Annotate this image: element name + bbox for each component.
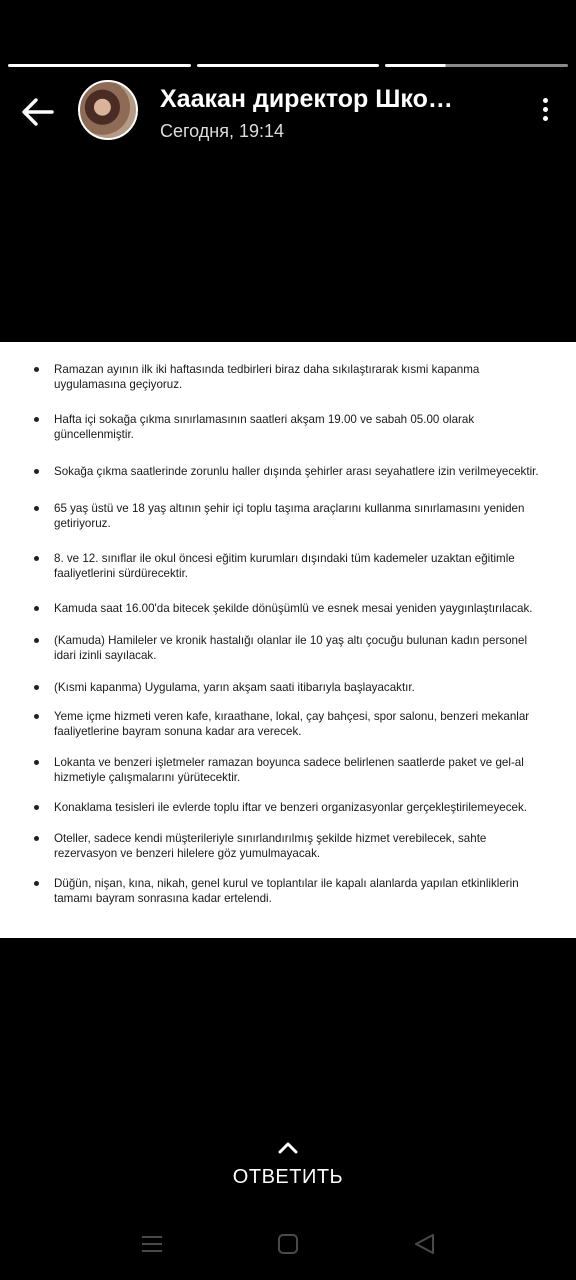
home-square-icon xyxy=(274,1232,302,1256)
bullet-icon xyxy=(34,417,39,422)
bullet-icon xyxy=(34,805,39,810)
document-item-text: Hafta içi sokağa çıkma sınırlamasının saatleri akşam 19.00 ve sabah 05.00 olarak güncellenmiştir. xyxy=(54,413,475,441)
back-triangle-icon xyxy=(411,1232,439,1256)
bullet-icon xyxy=(34,760,39,765)
bullet-icon xyxy=(34,638,39,643)
document-item-text: (Kısmi kapanma) Uygulama, yarın akşam saati itibarıyla başlayacaktır. xyxy=(54,681,415,694)
document-bullet-list xyxy=(0,342,576,906)
document-item-text: Lokanta ve benzeri işletmeler ramazan boyunca sadece belirlenen saatlerde paket ve gel-al hizmetiyle çalışmalarını yürütecektir. xyxy=(54,756,524,784)
progress-segment-1 xyxy=(8,64,191,67)
bullet-icon xyxy=(34,881,39,886)
bullet-icon xyxy=(34,836,39,841)
document-list-item xyxy=(34,800,546,815)
document-list-item xyxy=(34,876,546,906)
chevron-up-icon xyxy=(277,1140,299,1154)
document-item-text: Sokağa çıkma saatlerinde zorunlu haller dışında şehirler arası seyahatlere izin verilmeyecektir. xyxy=(54,465,539,478)
more-vert-icon xyxy=(538,98,552,121)
document-list-item xyxy=(34,362,546,392)
bullet-icon xyxy=(34,556,39,561)
bullet-icon xyxy=(34,714,39,719)
bullet-icon xyxy=(34,506,39,511)
document-list-item xyxy=(34,755,546,785)
document-list-item xyxy=(34,501,546,531)
document-list-item xyxy=(34,601,546,616)
bullet-icon xyxy=(34,606,39,611)
progress-segment-3 xyxy=(385,64,568,67)
document-item-text: (Kamuda) Hamileler ve kronik hastalığı olanlar ile 10 yaş altı çocuğu bulunan kadın personel idari izinli sayılacak. xyxy=(54,634,528,662)
document-item-text: 8. ve 12. sınıflar ile okul öncesi eğitim kurumları dışındaki tüm kademeler uzaktan eğitimle faaliyetlerini sürdürecektir. xyxy=(54,552,515,580)
reply-label: ОТВЕТИТЬ xyxy=(232,1166,344,1188)
document-list-item xyxy=(34,551,546,581)
system-back-button[interactable] xyxy=(411,1232,439,1256)
bullet-icon xyxy=(34,367,39,372)
system-nav-bar xyxy=(0,1220,576,1270)
document-item-text: Yeme içme hizmeti veren kafe, kıraathane, lokal, çay bahçesi, spor salonu, benzeri mekanlar faaliyetlerine bayram sonuna kadar ara verecek. xyxy=(54,710,530,738)
bullet-icon xyxy=(34,469,39,474)
document-list-item xyxy=(34,680,546,695)
document-item-text: Ramazan ayının ilk iki haftasında tedbirleri biraz daha sıkılaştırarak kısmi kapanma uygulamasına geçiyoruz. xyxy=(54,363,480,391)
home-button[interactable] xyxy=(274,1232,302,1256)
reply-button[interactable] xyxy=(0,1140,576,1189)
document-list-item xyxy=(34,633,546,663)
back-arrow-icon xyxy=(18,92,58,132)
recents-menu-icon xyxy=(138,1232,166,1256)
more-options-button[interactable] xyxy=(538,98,552,128)
document-list-item xyxy=(34,464,546,479)
bullet-icon xyxy=(34,685,39,690)
document-item-text: 65 yaş üstü ve 18 yaş altının şehir içi toplu taşıma araçlarını kullanma sınırlamasını yeniden getiriyoruz. xyxy=(54,502,525,530)
document-item-text: Konaklama tesisleri ile evlerde toplu iftar ve benzeri organizasyonlar gerçekleştirilemeyecek. xyxy=(54,801,527,814)
recents-button[interactable] xyxy=(138,1232,166,1256)
story-image-document xyxy=(0,342,576,938)
story-header xyxy=(0,78,576,148)
sender-name: Хаакан директор Шко… xyxy=(160,85,453,113)
document-item-text: Düğün, nişan, kına, nikah, genel kurul ve toplantılar ile kapalı alanlarda yapılan etkinliklerin tamamı bayram sonrasına kadar ertelendi. xyxy=(54,877,519,905)
document-item-text: Kamuda saat 16.00'da bitecek şekilde dönüşümlü ve esnek mesai yeniden yaygınlaştırılacak. xyxy=(54,602,533,615)
back-button[interactable] xyxy=(18,92,58,132)
document-list-item xyxy=(34,709,546,739)
document-list-item xyxy=(34,412,546,442)
document-item-text: Oteller, sadece kendi müşterileriyle sınırlandırılmış şekilde hizmet verebilecek, sahte rezervasyon ve benzeri hilelere göz yumulmayacak. xyxy=(54,832,487,860)
story-timestamp: Сегодня, 19:14 xyxy=(160,121,285,141)
document-list-item xyxy=(34,831,546,861)
avatar[interactable] xyxy=(78,80,138,140)
progress-segment-2 xyxy=(197,64,380,67)
story-progress xyxy=(8,64,568,67)
